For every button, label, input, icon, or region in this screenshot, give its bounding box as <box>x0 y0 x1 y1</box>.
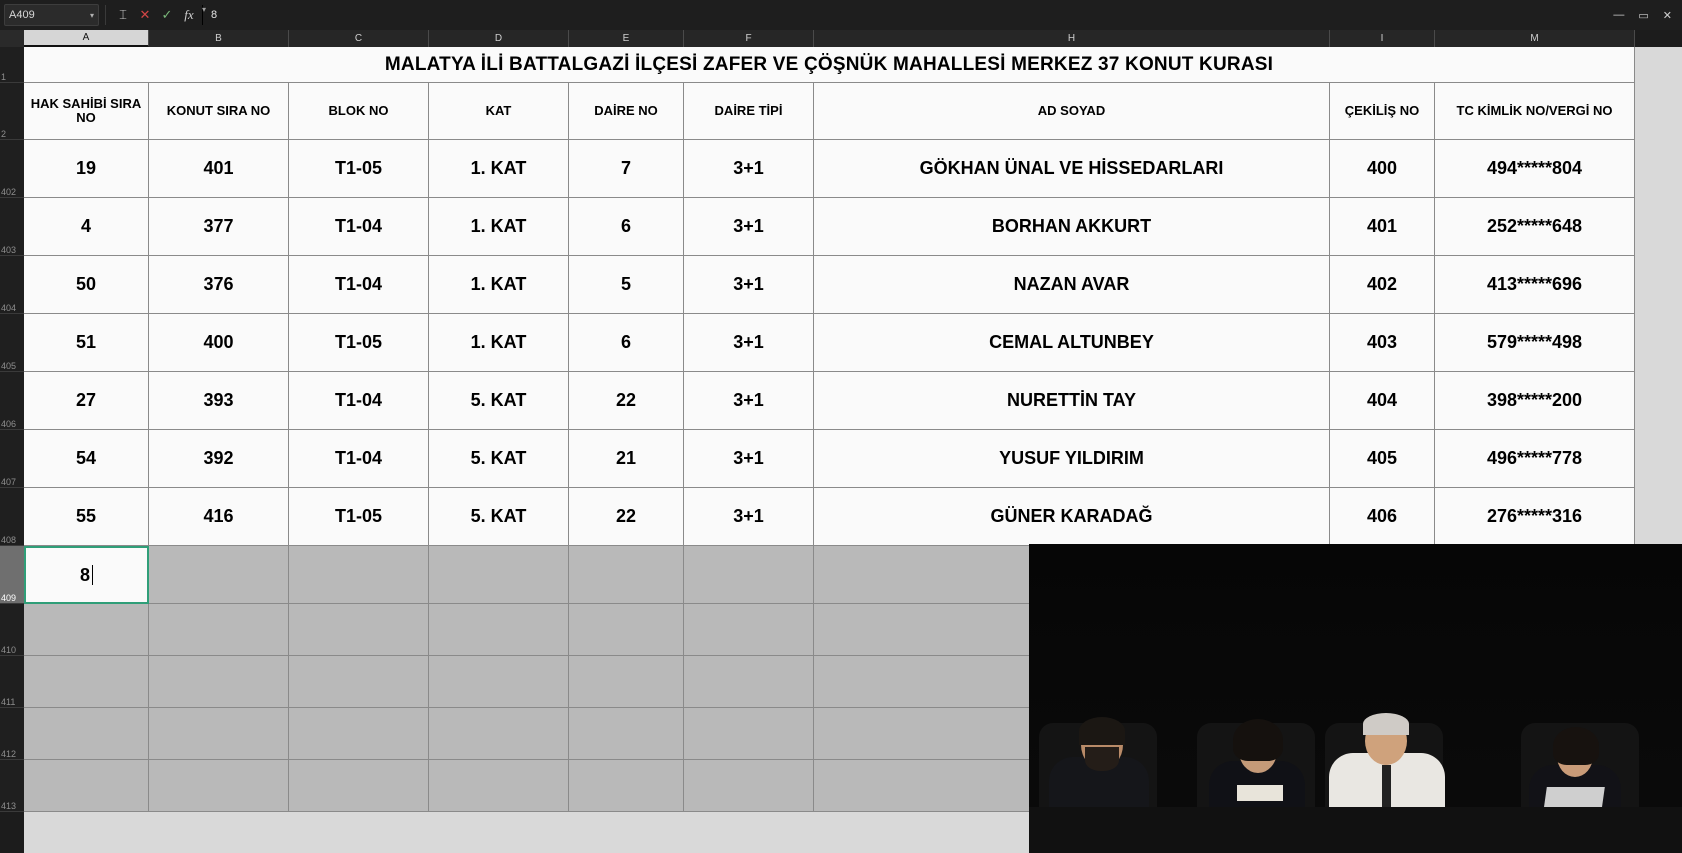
table-cell[interactable]: 252*****648 <box>1435 198 1635 256</box>
table-cell[interactable]: 51 <box>24 314 149 372</box>
table-cell[interactable]: 496*****778 <box>1435 430 1635 488</box>
column-label-2: BLOK NO <box>289 83 429 140</box>
table-cell[interactable]: 404 <box>1330 372 1435 430</box>
table-cell[interactable]: 276*****316 <box>1435 488 1635 546</box>
divider <box>105 5 106 25</box>
table-cell[interactable]: 1. KAT <box>429 140 569 198</box>
empty-cell[interactable] <box>569 546 684 604</box>
empty-cell[interactable] <box>149 708 289 760</box>
column-header-G[interactable]: H <box>814 30 1330 47</box>
empty-cell[interactable] <box>429 708 569 760</box>
table-cell[interactable]: 27 <box>24 372 149 430</box>
table-cell[interactable]: 55 <box>24 488 149 546</box>
empty-cell[interactable] <box>429 656 569 708</box>
table-cell[interactable]: 22 <box>569 372 684 430</box>
table-cell[interactable]: T1-05 <box>289 314 429 372</box>
column-label-4: DAİRE NO <box>569 83 684 140</box>
name-box-value: A409 <box>9 9 35 21</box>
column-header-D[interactable]: D <box>429 30 569 47</box>
table-cell[interactable]: 400 <box>149 314 289 372</box>
empty-cell[interactable] <box>289 546 429 604</box>
person-hair <box>1233 719 1283 761</box>
empty-cell[interactable] <box>569 708 684 760</box>
column-label-0: HAK SAHİBİ SIRA NO <box>24 83 149 140</box>
row-header-408[interactable]: 408 <box>0 488 24 546</box>
empty-cell[interactable] <box>289 708 429 760</box>
empty-cell[interactable] <box>149 656 289 708</box>
row-header-1[interactable]: 1 <box>0 47 24 83</box>
table-cell[interactable]: T1-04 <box>289 372 429 430</box>
column-label-6: AD SOYAD <box>814 83 1330 140</box>
table-cell[interactable]: 54 <box>24 430 149 488</box>
column-header-I[interactable]: M <box>1435 30 1635 47</box>
table-cell[interactable]: 3+1 <box>684 372 814 430</box>
chevron-down-icon[interactable]: ▾ <box>202 5 203 25</box>
column-header-row <box>0 30 1682 47</box>
table-cell[interactable]: BORHAN AKKURT <box>814 198 1330 256</box>
table-cell[interactable]: 406 <box>1330 488 1435 546</box>
table-cell[interactable]: 402 <box>1330 256 1435 314</box>
table-cell[interactable]: T1-04 <box>289 198 429 256</box>
table-cell[interactable]: 21 <box>569 430 684 488</box>
row-header-402[interactable]: 402 <box>0 140 24 198</box>
table-cell[interactable]: T1-04 <box>289 430 429 488</box>
table-cell[interactable]: 416 <box>149 488 289 546</box>
row-header-407[interactable]: 407 <box>0 430 24 488</box>
table-cell[interactable]: 19 <box>24 140 149 198</box>
row-header-2[interactable]: 2 <box>0 83 24 140</box>
empty-cell[interactable] <box>684 604 814 656</box>
row-header-412[interactable]: 412 <box>0 708 24 760</box>
table-cell[interactable]: YUSUF YILDIRIM <box>814 430 1330 488</box>
table-cell[interactable]: 392 <box>149 430 289 488</box>
column-header-E[interactable]: E <box>569 30 684 47</box>
column-label-8: TC KİMLİK NO/VERGİ NO <box>1435 83 1635 140</box>
empty-cell[interactable] <box>684 760 814 812</box>
empty-cell[interactable] <box>289 656 429 708</box>
row-header-413[interactable]: 413 <box>0 760 24 812</box>
insert-row-icon[interactable]: ⌶ <box>119 7 127 22</box>
text-caret <box>92 565 93 585</box>
column-header-H[interactable]: I <box>1330 30 1435 47</box>
cancel-icon[interactable]: ✕ <box>139 7 151 22</box>
row-header-409[interactable]: 409 <box>0 546 24 604</box>
table-cell[interactable]: 579*****498 <box>1435 314 1635 372</box>
empty-cell[interactable] <box>684 546 814 604</box>
table-cell[interactable]: GÖKHAN ÜNAL VE HİSSEDARLARI <box>814 140 1330 198</box>
table-cell[interactable]: 405 <box>1330 430 1435 488</box>
table-cell[interactable]: 3+1 <box>684 140 814 198</box>
table-cell[interactable]: 413*****696 <box>1435 256 1635 314</box>
active-cell-a409[interactable] <box>24 546 149 604</box>
maximize-icon[interactable]: ▭ <box>1638 9 1649 22</box>
desk <box>1029 807 1682 853</box>
empty-cell[interactable] <box>569 656 684 708</box>
accept-icon[interactable]: ✓ <box>161 7 173 22</box>
empty-cell[interactable] <box>569 604 684 656</box>
column-header-B[interactable]: B <box>149 30 289 47</box>
empty-cell[interactable] <box>684 708 814 760</box>
empty-cell[interactable] <box>429 546 569 604</box>
chevron-down-icon[interactable]: ▾ <box>89 10 94 20</box>
minimize-icon[interactable]: — <box>1613 9 1625 21</box>
empty-cell[interactable] <box>289 604 429 656</box>
empty-cell[interactable] <box>149 760 289 812</box>
table-cell[interactable]: T1-04 <box>289 256 429 314</box>
formula-input[interactable]: 8 <box>211 9 218 21</box>
person-hair <box>1079 717 1125 745</box>
row-header-410[interactable]: 410 <box>0 604 24 656</box>
table-cell[interactable]: T1-05 <box>289 140 429 198</box>
table-cell[interactable]: 494*****804 <box>1435 140 1635 198</box>
table-cell[interactable]: 6 <box>569 198 684 256</box>
empty-cell[interactable] <box>429 760 569 812</box>
table-cell[interactable]: 403 <box>1330 314 1435 372</box>
live-broadcast-panel[interactable] <box>1029 544 1682 853</box>
active-cell-value: 8 <box>79 564 90 585</box>
table-cell[interactable]: 1. KAT <box>429 198 569 256</box>
table-cell[interactable]: 5 <box>569 256 684 314</box>
row-header-406[interactable]: 406 <box>0 372 24 430</box>
table-cell[interactable]: 5. KAT <box>429 372 569 430</box>
empty-cell[interactable] <box>149 546 289 604</box>
empty-cell[interactable] <box>24 604 149 656</box>
table-cell[interactable]: 5. KAT <box>429 430 569 488</box>
empty-cell[interactable] <box>24 708 149 760</box>
row-header-403[interactable]: 403 <box>0 198 24 256</box>
column-header-A[interactable]: A <box>24 30 149 47</box>
column-label-5: DAİRE TİPİ <box>684 83 814 140</box>
table-cell[interactable]: 400 <box>1330 140 1435 198</box>
empty-cell[interactable] <box>569 760 684 812</box>
table-cell[interactable]: 398*****200 <box>1435 372 1635 430</box>
table-cell[interactable]: NAZAN AVAR <box>814 256 1330 314</box>
person-beard <box>1085 747 1119 771</box>
row-header-404[interactable]: 404 <box>0 256 24 314</box>
column-label-3: KAT <box>429 83 569 140</box>
table-cell[interactable]: 7 <box>569 140 684 198</box>
sheet-title: MALATYA İLİ BATTALGAZİ İLÇESİ ZAFER VE ÇÖŞNÜK MAHALLESİ MERKEZ 37 KONUT KURASI <box>24 47 1635 83</box>
table-cell[interactable]: 376 <box>149 256 289 314</box>
table-cell[interactable]: 3+1 <box>684 314 814 372</box>
table-cell[interactable]: 393 <box>149 372 289 430</box>
table-cell[interactable]: 401 <box>1330 198 1435 256</box>
close-icon[interactable]: ✕ <box>1662 9 1672 22</box>
empty-cell[interactable] <box>684 656 814 708</box>
window-controls <box>1613 9 1682 22</box>
table-cell[interactable]: 3+1 <box>684 488 814 546</box>
table-cell[interactable]: CEMAL ALTUNBEY <box>814 314 1330 372</box>
empty-cell[interactable] <box>289 760 429 812</box>
empty-cell[interactable] <box>24 760 149 812</box>
table-cell[interactable]: GÜNER KARADAĞ <box>814 488 1330 546</box>
column-header-C[interactable]: C <box>289 30 429 47</box>
necktie <box>1382 765 1391 809</box>
empty-cell[interactable] <box>149 604 289 656</box>
formula-bar <box>0 0 1682 31</box>
empty-cell[interactable] <box>24 656 149 708</box>
table-cell[interactable]: 401 <box>149 140 289 198</box>
table-cell[interactable]: 50 <box>24 256 149 314</box>
select-all-corner[interactable] <box>0 30 25 47</box>
row-header-411[interactable]: 411 <box>0 656 24 708</box>
column-label-7: ÇEKİLİŞ NO <box>1330 83 1435 140</box>
person-hair <box>1363 713 1409 735</box>
column-label-1: KONUT SIRA NO <box>149 83 289 140</box>
table-cell[interactable]: 1. KAT <box>429 256 569 314</box>
table-cell[interactable]: 22 <box>569 488 684 546</box>
row-header-column <box>0 47 24 812</box>
table-cell[interactable]: 4 <box>24 198 149 256</box>
column-header-F[interactable]: F <box>684 30 814 47</box>
name-box[interactable] <box>4 4 99 26</box>
empty-cell[interactable] <box>429 604 569 656</box>
person-hair <box>1553 727 1599 765</box>
table-cell[interactable]: NURETTİN TAY <box>814 372 1330 430</box>
table-cell[interactable]: 3+1 <box>684 256 814 314</box>
table-cell[interactable]: 1. KAT <box>429 314 569 372</box>
table-cell[interactable]: 377 <box>149 198 289 256</box>
stage-background <box>1029 544 1682 853</box>
row-header-405[interactable]: 405 <box>0 314 24 372</box>
function-icon[interactable]: fx <box>184 7 194 22</box>
document-paper <box>1237 785 1283 801</box>
table-cell[interactable]: 3+1 <box>684 430 814 488</box>
table-cell[interactable]: 6 <box>569 314 684 372</box>
table-cell[interactable]: T1-05 <box>289 488 429 546</box>
table-cell[interactable]: 3+1 <box>684 198 814 256</box>
table-cell[interactable]: 5. KAT <box>429 488 569 546</box>
